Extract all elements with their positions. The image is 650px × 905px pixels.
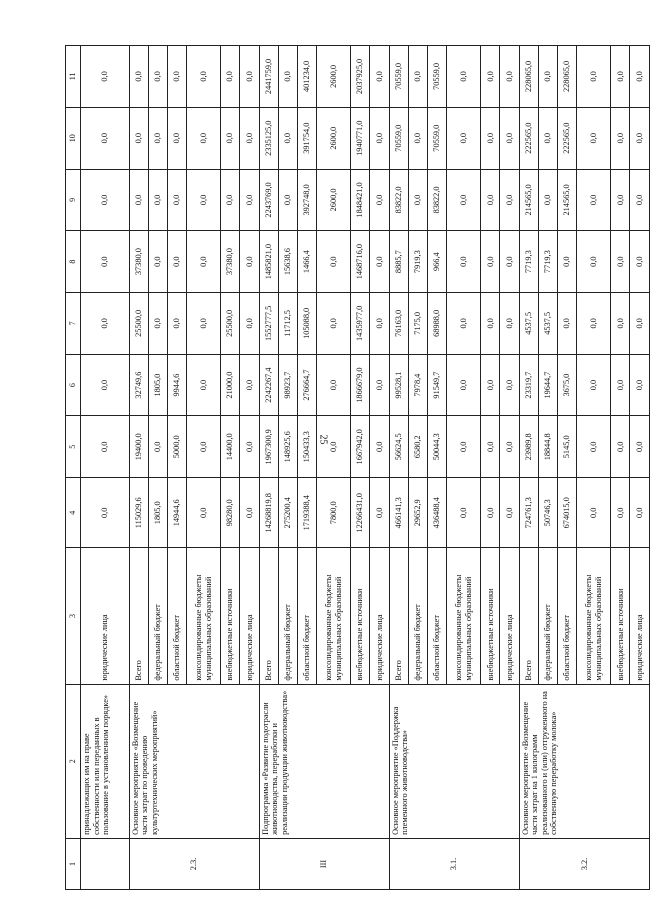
amount-cell: 70559,0 — [428, 107, 447, 169]
amount-cell: 0,0 — [240, 478, 259, 548]
amount-cell: 0,0 — [129, 46, 148, 108]
amount-cell: 29652,9 — [408, 478, 427, 548]
amount-cell: 0,0 — [577, 416, 611, 478]
table-row — [81, 46, 130, 890]
amount-cell: 2243769,0 — [259, 169, 278, 231]
amount-cell: 6580,2 — [408, 416, 427, 478]
amount-cell: 0,0 — [221, 46, 240, 108]
amount-cell: 1468716,0 — [351, 231, 370, 293]
amount-cell: 0,0 — [500, 293, 519, 355]
amount-cell: 0,0 — [447, 46, 481, 108]
amount-cell: 14268819,8 — [259, 478, 278, 548]
amount-cell: 25500,0 — [221, 293, 240, 355]
amount-cell: 4537,5 — [519, 293, 538, 355]
column-number: 1 — [66, 838, 81, 889]
table-row — [389, 46, 408, 890]
amount-cell: 214565,0 — [519, 169, 538, 231]
amount-cell: 2600,0 — [317, 107, 351, 169]
amount-cell: 0,0 — [500, 46, 519, 108]
funding-source: областной бюджет — [167, 548, 186, 684]
amount-cell: 0,0 — [447, 107, 481, 169]
amount-cell: 2037925,0 — [351, 46, 370, 108]
funding-source: федеральный бюджет — [538, 548, 557, 684]
funding-source: внебюджетные источники — [611, 548, 630, 684]
amount-cell: 0,0 — [611, 478, 630, 548]
amount-cell: 0,0 — [221, 169, 240, 231]
amount-cell: 0,0 — [187, 169, 221, 231]
amount-cell: 7800,0 — [317, 478, 351, 548]
amount-cell: 276664,7 — [298, 354, 317, 416]
amount-cell: 0,0 — [370, 354, 389, 416]
funding-source: внебюджетные источники — [481, 548, 500, 684]
item-name: принадлежащих им на праве собственности или переданных в пользование в установленном порядке» — [81, 684, 130, 838]
amount-cell: 0,0 — [611, 293, 630, 355]
amount-cell: 15638,6 — [278, 231, 297, 293]
table-row — [519, 46, 538, 890]
amount-cell: 0,0 — [447, 231, 481, 293]
item-name: Основное мероприятие «Поддержка племенного животноводства» — [389, 684, 519, 838]
amount-cell: 0,0 — [630, 169, 650, 231]
amount-cell: 37380,0 — [221, 231, 240, 293]
amount-cell: 11712,5 — [278, 293, 297, 355]
amount-cell: 14944,6 — [167, 478, 186, 548]
amount-cell: 1466,4 — [298, 231, 317, 293]
column-number: 4 — [66, 478, 81, 548]
amount-cell: 0,0 — [167, 231, 186, 293]
amount-cell: 0,0 — [481, 107, 500, 169]
amount-cell: 0,0 — [167, 169, 186, 231]
amount-cell: 1848421,0 — [351, 169, 370, 231]
funding-source: юридические лица — [240, 548, 259, 684]
column-number: 3 — [66, 548, 81, 684]
amount-cell: 19400,0 — [129, 416, 148, 478]
amount-cell: 0,0 — [481, 169, 500, 231]
amount-cell: 0,0 — [81, 354, 130, 416]
amount-cell: 2600,0 — [317, 46, 351, 108]
amount-cell: 1866679,0 — [351, 354, 370, 416]
amount-cell: 228065,0 — [558, 46, 577, 108]
amount-cell: 0,0 — [630, 231, 650, 293]
amount-cell: 115029,6 — [129, 478, 148, 548]
amount-cell: 50746,3 — [538, 478, 557, 548]
amount-cell: 148925,6 — [278, 416, 297, 478]
item-name: Основное мероприятие «Возмещение части затрат по проведению культуртехнических мероприятий» — [129, 684, 259, 838]
amount-cell: 0,0 — [81, 107, 130, 169]
amount-cell: 23989,8 — [519, 416, 538, 478]
amount-cell: 1435977,0 — [351, 293, 370, 355]
amount-cell: 0,0 — [630, 416, 650, 478]
table-header-row — [66, 46, 81, 890]
amount-cell: 105088,0 — [298, 293, 317, 355]
amount-cell: 1967300,9 — [259, 416, 278, 478]
page-number: 25 — [317, 434, 329, 445]
amount-cell: 0,0 — [240, 169, 259, 231]
funding-source: федеральный бюджет — [278, 548, 297, 684]
amount-cell: 0,0 — [148, 107, 167, 169]
amount-cell: 37380,0 — [129, 231, 148, 293]
column-number: 5 — [66, 416, 81, 478]
amount-cell: 0,0 — [481, 293, 500, 355]
amount-cell: 19644,7 — [538, 354, 557, 416]
amount-cell: 0,0 — [240, 107, 259, 169]
column-number: 7 — [66, 293, 81, 355]
amount-cell: 275200,4 — [278, 478, 297, 548]
amount-cell: 7719,3 — [538, 231, 557, 293]
amount-cell: 2242267,4 — [259, 354, 278, 416]
amount-cell: 0,0 — [278, 169, 297, 231]
amount-cell: 0,0 — [481, 416, 500, 478]
amount-cell: 0,0 — [81, 416, 130, 478]
amount-cell: 0,0 — [481, 231, 500, 293]
amount-cell: 5000,0 — [167, 416, 186, 478]
amount-cell: 0,0 — [370, 46, 389, 108]
amount-cell: 0,0 — [167, 293, 186, 355]
amount-cell: 70559,0 — [389, 46, 408, 108]
funding-source: юридические лица — [500, 548, 519, 684]
amount-cell: 0,0 — [81, 231, 130, 293]
amount-cell: 1940771,0 — [351, 107, 370, 169]
amount-cell: 0,0 — [558, 293, 577, 355]
amount-cell: 0,0 — [630, 46, 650, 108]
amount-cell: 0,0 — [481, 478, 500, 548]
amount-cell: 0,0 — [81, 46, 130, 108]
item-code: 3.2. — [519, 838, 649, 889]
funding-source: областной бюджет — [558, 548, 577, 684]
amount-cell: 0,0 — [611, 354, 630, 416]
amount-cell: 0,0 — [408, 46, 427, 108]
amount-cell: 0,0 — [240, 293, 259, 355]
funding-source: консолидированные бюджеты муниципальных образований — [187, 548, 221, 684]
amount-cell: 50044,3 — [428, 416, 447, 478]
amount-cell: 0,0 — [370, 107, 389, 169]
amount-cell: 222565,0 — [558, 107, 577, 169]
amount-cell: 0,0 — [447, 293, 481, 355]
amount-cell: 0,0 — [129, 169, 148, 231]
funding-source: консолидированные бюджеты муниципальных образований — [447, 548, 481, 684]
amount-cell: 83822,0 — [428, 169, 447, 231]
amount-cell: 0,0 — [370, 169, 389, 231]
funding-source: юридические лица — [370, 548, 389, 684]
amount-cell: 0,0 — [611, 231, 630, 293]
amount-cell: 0,0 — [611, 169, 630, 231]
amount-cell: 228065,0 — [519, 46, 538, 108]
amount-cell: 0,0 — [630, 107, 650, 169]
amount-cell: 0,0 — [577, 46, 611, 108]
amount-cell: 1667942,0 — [351, 416, 370, 478]
funding-source: Всего — [519, 548, 538, 684]
amount-cell: 222565,0 — [519, 107, 538, 169]
amount-cell: 436488,4 — [428, 478, 447, 548]
amount-cell: 76163,0 — [389, 293, 408, 355]
amount-cell: 0,0 — [187, 46, 221, 108]
amount-cell: 2600,0 — [317, 169, 351, 231]
amount-cell: 91549,7 — [428, 354, 447, 416]
amount-cell: 1485821,0 — [259, 231, 278, 293]
amount-cell: 99528,1 — [389, 354, 408, 416]
funding-source: областной бюджет — [428, 548, 447, 684]
amount-cell: 70559,0 — [389, 107, 408, 169]
amount-cell: 1552777,5 — [259, 293, 278, 355]
funding-source: юридические лица — [630, 548, 650, 684]
amount-cell: 0,0 — [577, 293, 611, 355]
amount-cell: 0,0 — [370, 231, 389, 293]
amount-cell: 0,0 — [278, 107, 297, 169]
item-code: 2.3. — [129, 838, 259, 889]
amount-cell: 0,0 — [481, 46, 500, 108]
amount-cell: 0,0 — [317, 416, 351, 478]
amount-cell: 32749,6 — [129, 354, 148, 416]
amount-cell: 1805,0 — [148, 478, 167, 548]
amount-cell: 0,0 — [611, 107, 630, 169]
amount-cell: 0,0 — [187, 107, 221, 169]
amount-cell: 7719,3 — [519, 231, 538, 293]
amount-cell: 98280,0 — [221, 478, 240, 548]
column-number: 9 — [66, 169, 81, 231]
amount-cell: 0,0 — [577, 169, 611, 231]
amount-cell: 1805,0 — [148, 354, 167, 416]
amount-cell: 18844,8 — [538, 416, 557, 478]
amount-cell: 214565,0 — [558, 169, 577, 231]
amount-cell: 0,0 — [577, 107, 611, 169]
funding-source: Всего — [129, 548, 148, 684]
amount-cell: 0,0 — [500, 169, 519, 231]
funding-source: консолидированные бюджеты муниципальных образований — [577, 548, 611, 684]
amount-cell: 5145,0 — [558, 416, 577, 478]
amount-cell: 0,0 — [611, 416, 630, 478]
amount-cell: 466141,3 — [389, 478, 408, 548]
amount-cell: 150433,3 — [298, 416, 317, 478]
funding-source: Всего — [259, 548, 278, 684]
amount-cell: 0,0 — [577, 478, 611, 548]
amount-cell: 0,0 — [81, 478, 130, 548]
amount-cell: 0,0 — [81, 293, 130, 355]
amount-cell: 0,0 — [630, 293, 650, 355]
rotated-table-container — [65, 45, 650, 890]
amount-cell: 0,0 — [630, 354, 650, 416]
table-row — [129, 46, 148, 890]
amount-cell: 7978,4 — [408, 354, 427, 416]
amount-cell: 0,0 — [481, 354, 500, 416]
amount-cell: 0,0 — [187, 478, 221, 548]
amount-cell: 0,0 — [447, 169, 481, 231]
item-code: III — [259, 838, 389, 889]
amount-cell: 0,0 — [538, 169, 557, 231]
amount-cell: 0,0 — [370, 416, 389, 478]
item-code — [81, 838, 130, 889]
amount-cell: 0,0 — [129, 107, 148, 169]
amount-cell: 9944,6 — [167, 354, 186, 416]
amount-cell: 0,0 — [630, 478, 650, 548]
amount-cell: 2335125,0 — [259, 107, 278, 169]
amount-cell: 0,0 — [148, 231, 167, 293]
amount-cell: 0,0 — [558, 231, 577, 293]
amount-cell: 0,0 — [500, 107, 519, 169]
amount-cell: 0,0 — [447, 354, 481, 416]
amount-cell: 0,0 — [240, 46, 259, 108]
amount-cell: 0,0 — [611, 46, 630, 108]
amount-cell: 0,0 — [317, 293, 351, 355]
amount-cell: 7175,0 — [408, 293, 427, 355]
budget-table — [65, 45, 650, 890]
amount-cell: 0,0 — [317, 354, 351, 416]
amount-cell: 0,0 — [577, 231, 611, 293]
funding-source: Всего — [389, 548, 408, 684]
amount-cell: 966,4 — [428, 231, 447, 293]
amount-cell: 0,0 — [148, 46, 167, 108]
amount-cell: 0,0 — [148, 416, 167, 478]
amount-cell: 0,0 — [447, 478, 481, 548]
amount-cell: 0,0 — [167, 46, 186, 108]
amount-cell: 0,0 — [317, 231, 351, 293]
amount-cell: 392748,0 — [298, 169, 317, 231]
amount-cell: 23319,7 — [519, 354, 538, 416]
amount-cell: 21000,0 — [221, 354, 240, 416]
amount-cell: 0,0 — [538, 46, 557, 108]
amount-cell: 4537,5 — [538, 293, 557, 355]
amount-cell: 83822,0 — [389, 169, 408, 231]
amount-cell: 391754,0 — [298, 107, 317, 169]
amount-cell: 7919,3 — [408, 231, 427, 293]
column-number: 6 — [66, 354, 81, 416]
amount-cell: 12266431,0 — [351, 478, 370, 548]
column-number: 8 — [66, 231, 81, 293]
amount-cell: 68988,0 — [428, 293, 447, 355]
amount-cell: 0,0 — [370, 478, 389, 548]
item-name: Основное мероприятие «Возмещение части затрат на 1 килограмм реализованного и (или) отгруженного на собственную переработку молока» — [519, 684, 649, 838]
amount-cell: 0,0 — [240, 231, 259, 293]
amount-cell: 0,0 — [148, 169, 167, 231]
amount-cell: 0,0 — [577, 354, 611, 416]
amount-cell: 0,0 — [187, 416, 221, 478]
amount-cell: 0,0 — [81, 169, 130, 231]
amount-cell: 0,0 — [500, 416, 519, 478]
table-row — [259, 46, 278, 890]
amount-cell: 70559,0 — [428, 46, 447, 108]
amount-cell: 0,0 — [221, 107, 240, 169]
amount-cell: 0,0 — [500, 478, 519, 548]
amount-cell: 2441759,0 — [259, 46, 278, 108]
funding-source: федеральный бюджет — [148, 548, 167, 684]
amount-cell: 0,0 — [500, 231, 519, 293]
amount-cell: 0,0 — [408, 169, 427, 231]
amount-cell: 0,0 — [500, 354, 519, 416]
amount-cell: 14400,0 — [221, 416, 240, 478]
amount-cell: 3675,0 — [558, 354, 577, 416]
item-code: 3.1. — [389, 838, 519, 889]
amount-cell: 0,0 — [240, 416, 259, 478]
amount-cell: 0,0 — [167, 107, 186, 169]
amount-cell: 0,0 — [447, 416, 481, 478]
item-name: Подпрограмма «Развитие подотрасли животноводства, переработки и реализации продукции животноводства» — [259, 684, 389, 838]
amount-cell: 0,0 — [187, 293, 221, 355]
funding-source: внебюджетные источники — [221, 548, 240, 684]
column-number: 2 — [66, 684, 81, 838]
amount-cell: 0,0 — [240, 354, 259, 416]
amount-cell: 674015,0 — [558, 478, 577, 548]
column-number: 11 — [66, 46, 81, 108]
amount-cell: 0,0 — [408, 107, 427, 169]
amount-cell: 1719388,4 — [298, 478, 317, 548]
amount-cell: 25500,0 — [129, 293, 148, 355]
funding-source: областной бюджет — [298, 548, 317, 684]
funding-source: консолидированные бюджеты муниципальных образований — [317, 548, 351, 684]
amount-cell: 0,0 — [187, 354, 221, 416]
funding-source: внебюджетные источники — [351, 548, 370, 684]
amount-cell: 98923,7 — [278, 354, 297, 416]
amount-cell: 0,0 — [538, 107, 557, 169]
amount-cell: 401234,0 — [298, 46, 317, 108]
amount-cell: 0,0 — [148, 293, 167, 355]
amount-cell: 0,0 — [278, 46, 297, 108]
amount-cell: 56624,5 — [389, 416, 408, 478]
funding-source: федеральный бюджет — [408, 548, 427, 684]
amount-cell: 8885,7 — [389, 231, 408, 293]
amount-cell: 0,0 — [370, 293, 389, 355]
amount-cell: 0,0 — [187, 231, 221, 293]
funding-source: юридические лица — [81, 548, 130, 684]
column-number: 10 — [66, 107, 81, 169]
amount-cell: 724761,3 — [519, 478, 538, 548]
